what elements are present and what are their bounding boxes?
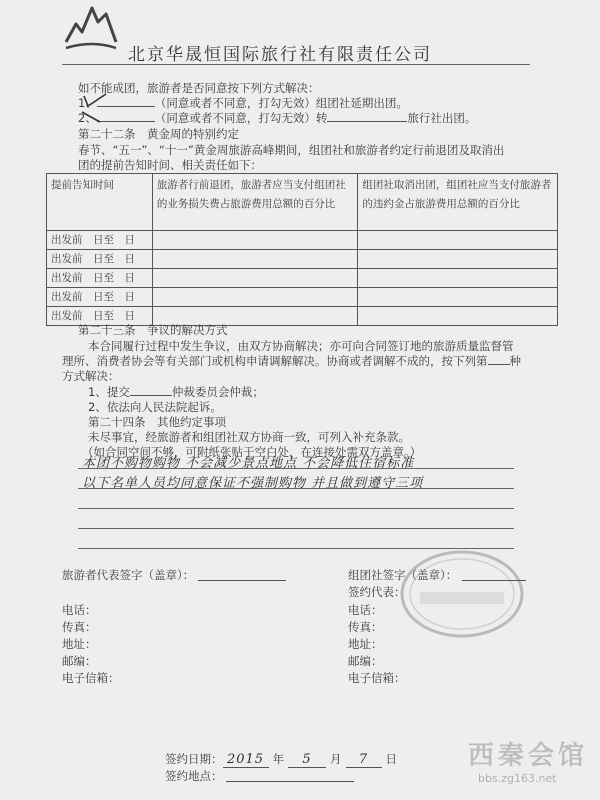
header-divider (62, 64, 530, 65)
row-agency-cell (358, 288, 558, 307)
option-2-text: （同意或者不同意，打勾无效）转 (154, 111, 328, 125)
row-agency-cell (358, 250, 558, 269)
row-tourist-cell (152, 231, 358, 250)
sign-date (165, 751, 397, 768)
agency-postcode-label: 邮编： (348, 654, 383, 668)
sign-month: 5 (288, 752, 326, 768)
agency-fax-label: 传真： (348, 620, 383, 634)
sign-place-label: 签约地点： (165, 769, 223, 783)
handwritten-line-1: 本团不购物购物 不会减少景点地点 不会降低住宿标准 (82, 456, 415, 471)
sign-place-line (226, 781, 354, 782)
option-2 (78, 110, 476, 126)
court-item: 2、依法向人民法院起诉。 (88, 400, 222, 414)
table-header-row (47, 174, 558, 231)
article-23-line1: 本合同履行过程中发生争议，由双方协商解决；亦可向合同签订地的旅游质量监督管 (88, 339, 514, 353)
article-23-line2-end: 种 (509, 354, 521, 368)
article-23-title: 第二十三条 争议的解决方式 (78, 323, 228, 337)
row-notice-time: 出发前 日至 日 (47, 231, 153, 250)
header-notice-time: 提前告知时间 (47, 174, 153, 231)
row-agency-cell (358, 231, 558, 250)
agency-sign-label: 组团社签字（盖章）： (348, 568, 458, 582)
sign-year: 2015 (223, 752, 269, 768)
handwritten-mark-icon (80, 92, 110, 124)
article-22-line2: 团的提前告知时间、相关责任如下： (78, 158, 262, 172)
option-1-text: （同意或者不同意，打勾无效）组团社延期出团。 (154, 96, 408, 110)
notice-table (46, 173, 558, 326)
row-tourist-cell (152, 250, 358, 269)
arbitration-item-end: 仲裁委员会仲裁； (171, 385, 264, 399)
arbitration-item-text: 1、提交 (88, 385, 130, 399)
option-1 (78, 95, 408, 111)
supplement-line (78, 508, 514, 509)
header-agency-cancel: 组团社取消出团，组团社应当支付旅游者的违约金占旅游费用总额的百分比 (358, 174, 558, 231)
arbitration-item (88, 384, 264, 400)
agency-rep-label: 签约代表： (348, 585, 406, 599)
agency-seal-icon (398, 548, 526, 640)
company-logo-icon (62, 2, 120, 54)
article-24-line1: 未尽事宜，经旅游者和组团社双方协商一致，可列入补充条款。 (88, 430, 410, 444)
company-name: 北京华晟恒国际旅行社有限责任公司 (128, 45, 432, 65)
tourist-email-label: 电子信箱： (62, 671, 120, 685)
tourist-postcode-label: 邮编： (62, 654, 97, 668)
sign-day: 7 (346, 752, 382, 768)
row-notice-time: 出发前 日至 日 (47, 250, 153, 269)
option-1-number: 1、 (78, 96, 97, 110)
method-choice-blank (488, 353, 510, 365)
tourist-fax-label: 传真： (62, 620, 97, 634)
table-row (47, 288, 558, 307)
tourist-rep-label: 旅游者代表签字（盖章）： (62, 568, 195, 582)
agency-address-label: 地址： (348, 637, 383, 651)
supplement-line (78, 528, 514, 529)
row-agency-cell (358, 307, 558, 326)
option-2-agency-blank (327, 110, 407, 122)
table-row (47, 231, 558, 250)
article-24-title: 第二十四条 其他约定事项 (88, 415, 226, 429)
tourist-phone-label: 电话： (62, 603, 97, 617)
handwritten-line-2: 以下名单人员均同意保证不强制购物 并且做到遵守三项 (82, 476, 424, 491)
article-23-line2 (62, 353, 521, 369)
row-tourist-cell (152, 269, 358, 288)
table-row (47, 250, 558, 269)
agency-phone-label: 电话： (348, 603, 383, 617)
row-tourist-cell (152, 288, 358, 307)
sign-date-label: 签约日期： (165, 752, 223, 766)
option-2-end: 旅行社出团。 (407, 111, 477, 125)
day-unit: 日 (385, 752, 397, 766)
header-tourist-withdraw: 旅游者行前退团，旅游者应当支付组团社的业务损失费占旅游费用总额的百分比 (152, 174, 358, 231)
article-22-title: 第二十二条 黄金周的特别约定 (78, 127, 239, 141)
article-22-line1: 春节、“五一”、“十一”黄金周旅游高峰期间，组团社和旅游者约定行前退团及取消出 (78, 143, 505, 157)
row-notice-time: 出发前 日至 日 (47, 307, 153, 326)
intro-line: 如不能成团，旅游者是否同意按下列方式解决： (78, 81, 320, 95)
option-2-number: 2、 (78, 111, 97, 125)
article-23-line2-text: 理所、消费者协会等有关部门或机构申请调解解决。协商或者调解不成的，按下列第 (62, 354, 488, 368)
watermark-text: 西秦会馆 (468, 741, 589, 771)
article-24-line2: （如合同空间不够，可附纸张贴于空白处，在连接处需双方盖章。） (82, 445, 422, 459)
watermark-url: bbs.zg163.net (478, 772, 557, 785)
table-row (47, 269, 558, 288)
row-notice-time: 出发前 日至 日 (47, 269, 153, 288)
article-23-line3: 方式解决： (62, 369, 120, 383)
year-unit: 年 (272, 752, 284, 766)
month-unit: 月 (330, 752, 342, 766)
agency-email-label: 电子信箱： (348, 671, 406, 685)
tourist-address-label: 地址： (62, 637, 97, 651)
arbitration-blank (130, 384, 172, 396)
tourist-rep-line (198, 580, 286, 581)
row-notice-time: 出发前 日至 日 (47, 288, 153, 307)
row-agency-cell (358, 269, 558, 288)
